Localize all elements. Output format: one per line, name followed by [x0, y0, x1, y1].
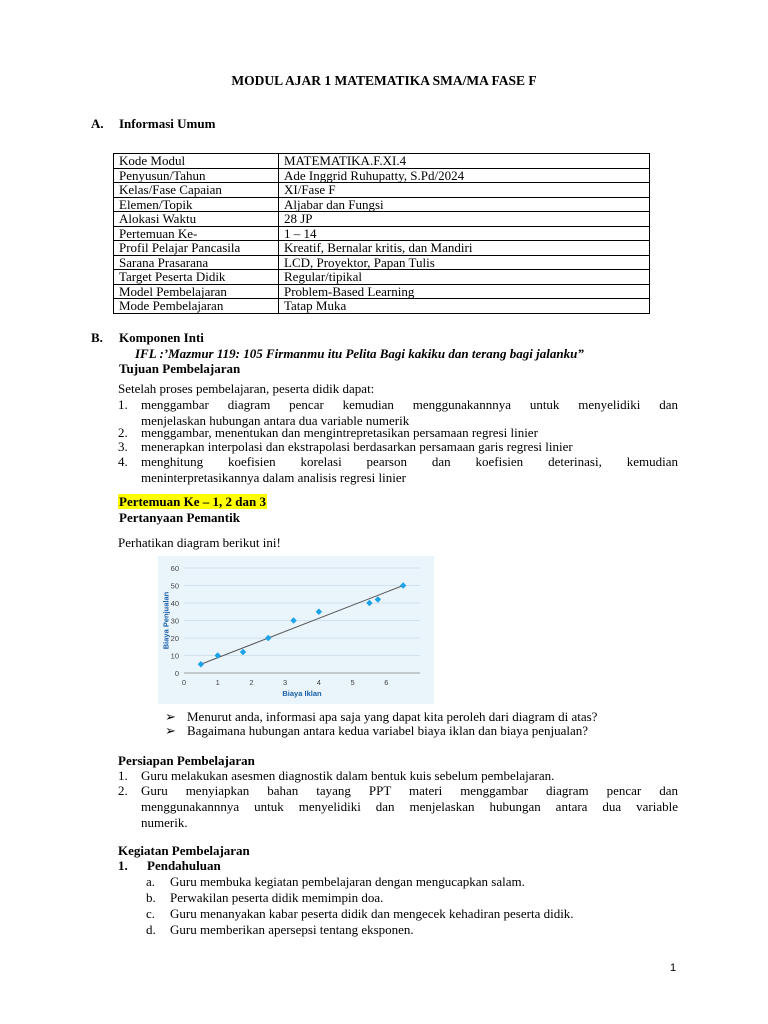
persiapan-item-line: Guru menyiapkan bahan tayang PPT materi menggambar diagram pencar dan	[141, 783, 678, 798]
info-value: 28 JP	[279, 212, 650, 227]
tujuan-item-line: menghitung koefisien korelasi pearson dan koefisien deterinasi, kemudian	[141, 454, 678, 469]
kegiatan-step-number: 1.	[118, 858, 128, 873]
kegiatan-item-letter: b.	[146, 890, 156, 905]
tujuan-item-4	[118, 454, 678, 486]
page-number: 1	[670, 962, 677, 974]
kegiatan-item-text: Guru menanyakan kabar peserta didik dan mengecek kehadiran peserta didik.	[170, 906, 574, 921]
persiapan-item-number: 2.	[118, 783, 128, 798]
info-table-row	[114, 168, 650, 183]
pemantik-question-2	[165, 723, 588, 739]
kegiatan-step	[118, 858, 221, 874]
chart-x-tick-label: 5	[350, 678, 355, 687]
chart-y-tick-label: 60	[170, 564, 179, 573]
chart-x-tick-label: 0	[181, 678, 187, 687]
info-value: LCD, Proyektor, Papan Tulis	[279, 255, 650, 270]
info-key: Model Pembelajaran	[114, 284, 279, 299]
chart-background	[158, 556, 434, 704]
chart-x-tick-label: 2	[249, 678, 254, 687]
info-table-row	[114, 284, 650, 299]
kegiatan-item-text: Perwakilan peserta didik memimpin doa.	[170, 890, 384, 905]
tujuan-item-3	[118, 439, 678, 455]
kegiatan-item-letter: c.	[146, 906, 156, 921]
chart-x-axis-label: Biaya Iklan	[282, 689, 322, 698]
persiapan-item-2	[118, 783, 678, 831]
info-value: XI/Fase F	[279, 183, 650, 198]
info-key: Mode Pembelajaran	[114, 299, 279, 314]
persiapan-item-line: Guru melakukan asesmen diagnostik dalam bentuk kuis sebelum pembelajaran.	[141, 768, 555, 783]
question-text: Bagaimana hubungan antara kedua variabel biaya iklan dan biaya penjualan?	[187, 723, 589, 738]
tujuan-item-line: menerapkan interpolasi dan ekstrapolasi berdasarkan persamaan garis regresi linier	[141, 439, 573, 454]
chart-y-tick-label: 0	[174, 669, 179, 678]
persiapan-item-line: menggunakannnya untuk menyelidiki dan menjelaskan hubungan antara dua variable	[141, 799, 678, 814]
section-a-title: Informasi Umum	[119, 116, 216, 131]
section-b-heading	[91, 330, 204, 346]
info-table	[113, 153, 650, 314]
pemantik-heading: Pertanyaan Pemantik	[119, 510, 240, 525]
chart-y-tick-label: 30	[170, 616, 179, 626]
info-value: Problem-Based Learning	[279, 284, 650, 299]
info-key: Alokasi Waktu	[114, 212, 279, 227]
kegiatan-step-title: Pendahuluan	[147, 858, 221, 873]
tujuan-item-number: 3.	[118, 439, 128, 454]
info-table-row	[114, 270, 650, 285]
arrow-bullet-icon: ➢	[165, 709, 176, 724]
chart-x-tick-label: 1	[215, 678, 220, 687]
info-key: Sarana Prasarana	[114, 255, 279, 270]
question-text: Menurut anda, informasi apa saja yang dapat kita peroleh dari diagram di atas?	[187, 709, 598, 724]
info-key: Kelas/Fase Capaian	[114, 183, 279, 198]
kegiatan-heading: Kegiatan Pembelajaran	[118, 843, 250, 858]
info-key: Penyusun/Tahun	[114, 168, 279, 183]
persiapan-item-line: numerik.	[141, 815, 188, 830]
info-table-row	[114, 154, 650, 169]
kegiatan-item-b	[146, 890, 383, 906]
info-table-row	[114, 212, 650, 227]
chart-y-tick-label: 10	[170, 651, 179, 661]
kegiatan-item-letter: d.	[146, 922, 156, 937]
kegiatan-item-text: Guru membuka kegiatan pembelajaran dengan mengucapkan salam.	[170, 874, 525, 889]
info-key: Pertemuan Ke-	[114, 226, 279, 241]
kegiatan-item-text: Guru memberikan apersepsi tentang eksponen.	[170, 922, 414, 937]
scatter-chart	[158, 556, 434, 704]
tujuan-item-line: menggambar, menentukan dan mengintrepretasikan persamaan regresi linier	[141, 425, 538, 440]
info-key: Elemen/Topik	[114, 197, 279, 212]
tujuan-item-line: menjelaskan hubungan antara dua variable numerik	[141, 413, 410, 428]
info-value: Regular/tipikal	[279, 270, 650, 285]
chart-x-tick-label: 3	[283, 678, 288, 687]
pertemuan-highlight: Pertemuan Ke – 1, 2 dan 3	[119, 494, 266, 509]
kegiatan-item-a	[146, 874, 525, 890]
info-value: Tatap Muka	[279, 299, 650, 314]
chart-y-axis-label: Biaya Penjualan	[161, 591, 171, 650]
chart-y-tick-label: 20	[170, 634, 179, 643]
info-key: Target Peserta Didik	[114, 270, 279, 285]
info-table-row	[114, 183, 650, 198]
info-table-row	[114, 255, 650, 270]
tujuan-intro: Setelah proses pembelajaran, peserta didik dapat:	[118, 381, 375, 396]
chart-x-tick-label: 6	[384, 678, 389, 687]
info-table-row	[114, 241, 650, 256]
info-value: Kreatif, Bernalar kritis, dan Mandiri	[279, 241, 650, 256]
info-key: Kode Modul	[114, 154, 279, 169]
info-value: MATEMATIKA.F.XI.4	[279, 154, 650, 169]
tujuan-item-number: 2.	[118, 425, 128, 440]
info-key: Profil Pelajar Pancasila	[114, 241, 279, 256]
section-a-number: A.	[91, 116, 104, 131]
kegiatan-item-d	[146, 922, 414, 938]
persiapan-item-number: 1.	[118, 768, 128, 783]
document-title: MODUL AJAR 1 MATEMATIKA SMA/MA FASE F	[231, 73, 537, 88]
info-value: Ade Inggrid Ruhupatty, S.Pd/2024	[279, 168, 650, 183]
info-table-row	[114, 197, 650, 212]
info-value: Aljabar dan Fungsi	[279, 197, 650, 212]
persiapan-heading: Persiapan Pembelajaran	[118, 753, 255, 768]
pertemuan-heading	[118, 494, 267, 510]
info-table-row	[114, 226, 650, 241]
tujuan-heading: Tujuan Pembelajaran	[119, 361, 241, 376]
chart-x-tick-label: 4	[316, 678, 321, 687]
pemantik-intro: Perhatikan diagram berikut ini!	[118, 535, 281, 550]
arrow-bullet-icon: ➢	[165, 723, 176, 738]
info-value: 1 – 14	[279, 226, 650, 241]
chart-y-tick-label: 50	[170, 581, 179, 591]
kegiatan-item-letter: a.	[146, 874, 156, 889]
chart-y-tick-label: 40	[170, 599, 179, 608]
section-b-number: B.	[91, 330, 103, 345]
tujuan-item-line: meninterpretasikannya dalam analisis regresi linier	[141, 470, 406, 485]
tujuan-item-line: menggambar diagram pencar kemudian menggunakannnya untuk menyelidiki dan	[141, 397, 678, 412]
persiapan-item-1	[118, 768, 678, 784]
tujuan-item-number: 4.	[118, 454, 128, 469]
info-table-row	[114, 299, 650, 314]
section-a-heading	[91, 116, 215, 132]
section-b-title: Komponen Inti	[119, 330, 204, 345]
kegiatan-item-c	[146, 906, 574, 922]
tujuan-item-number: 1.	[118, 397, 128, 412]
ifl-verse: IFL :’Mazmur 119: 105 Firmanmu itu Pelita Bagi kakiku dan terang bagi jalanku”	[135, 346, 584, 361]
